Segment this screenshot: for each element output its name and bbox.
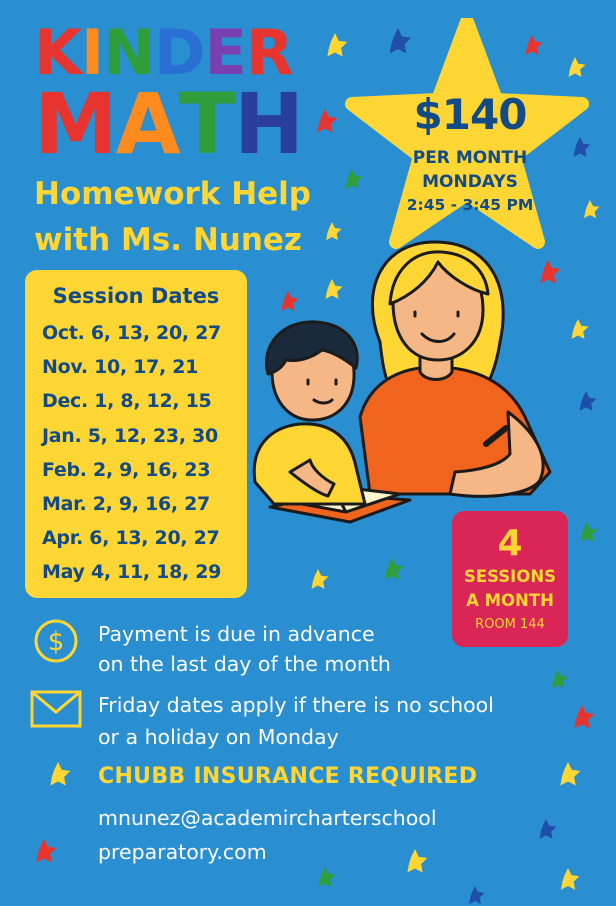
session-dates-card xyxy=(25,270,247,598)
date-row: Dec. 1, 8, 12, 15 xyxy=(42,390,212,412)
subtitle-line-1: Homework Help xyxy=(34,176,311,212)
title-letter: R xyxy=(245,16,293,89)
payment-line-2: on the last day of the month xyxy=(98,652,391,676)
star-icon xyxy=(466,886,485,904)
star-icon xyxy=(568,319,589,339)
sessions-line-2: A MONTH xyxy=(466,591,554,610)
title-letter: T xyxy=(178,75,234,173)
sessions-badge xyxy=(452,511,568,647)
envelope-icon xyxy=(30,690,82,728)
insurance-requirement: CHUBB INSURANCE REQUIRED xyxy=(98,764,478,789)
date-row: Oct. 6, 13, 20, 27 xyxy=(42,322,221,344)
email-line-2: preparatory.com xyxy=(98,840,267,864)
star-icon xyxy=(46,762,71,786)
star-icon xyxy=(556,762,581,786)
price-per-month: PER MONTH xyxy=(412,148,528,168)
title-letter: M xyxy=(34,75,116,173)
title-letter: E xyxy=(204,16,246,89)
star-icon xyxy=(32,839,57,863)
star-icon xyxy=(313,109,338,133)
subtitle-line-2: with Ms. Nunez xyxy=(34,222,302,258)
friday-line-1: Friday dates apply if there is no school xyxy=(98,693,494,717)
star-icon xyxy=(557,868,580,890)
star-icon xyxy=(308,569,329,589)
date-row: Feb. 2, 9, 16, 23 xyxy=(42,459,211,481)
date-row: Nov. 10, 17, 21 xyxy=(42,356,199,378)
sessions-line-1: SESSIONS xyxy=(463,567,557,586)
title-letter: I xyxy=(81,16,104,89)
title-letter: D xyxy=(154,16,205,89)
date-row: Apr. 6, 13, 20, 27 xyxy=(42,527,220,549)
svg-text:$: $ xyxy=(47,627,65,657)
star-icon xyxy=(381,558,404,580)
date-row: Jan. 5, 12, 23, 30 xyxy=(42,425,218,447)
sessions-room: ROOM 144 xyxy=(475,617,545,632)
friday-line-2: or a holiday on Monday xyxy=(98,725,339,749)
teacher-child-illustration xyxy=(250,232,560,532)
sessions-count: 4 xyxy=(497,523,523,564)
title-letter: A xyxy=(115,75,179,173)
star-icon xyxy=(536,819,557,839)
star-icon xyxy=(549,670,568,688)
date-row: May 4, 11, 18, 29 xyxy=(42,561,222,583)
star-icon xyxy=(576,391,597,411)
dollar-coin-icon xyxy=(33,618,79,664)
price-amount: $140 xyxy=(413,90,527,139)
title-letter: H xyxy=(233,75,303,173)
star-icon xyxy=(570,705,595,729)
title-letter: N xyxy=(103,16,155,89)
payment-line-1: Payment is due in advance xyxy=(98,622,375,646)
star-icon xyxy=(577,522,598,542)
star-icon xyxy=(315,867,336,887)
session-dates-heading: Session Dates xyxy=(52,284,220,308)
title-letter: K xyxy=(34,16,82,89)
date-row: Mar. 2, 9, 16, 27 xyxy=(42,493,210,515)
email-line-1: mnunez@academircharterschool xyxy=(98,806,437,830)
title-math xyxy=(34,75,303,173)
star-icon xyxy=(403,849,428,873)
price-day: MONDAYS xyxy=(422,172,518,192)
price-time: 2:45 - 3:45 PM xyxy=(406,196,534,214)
